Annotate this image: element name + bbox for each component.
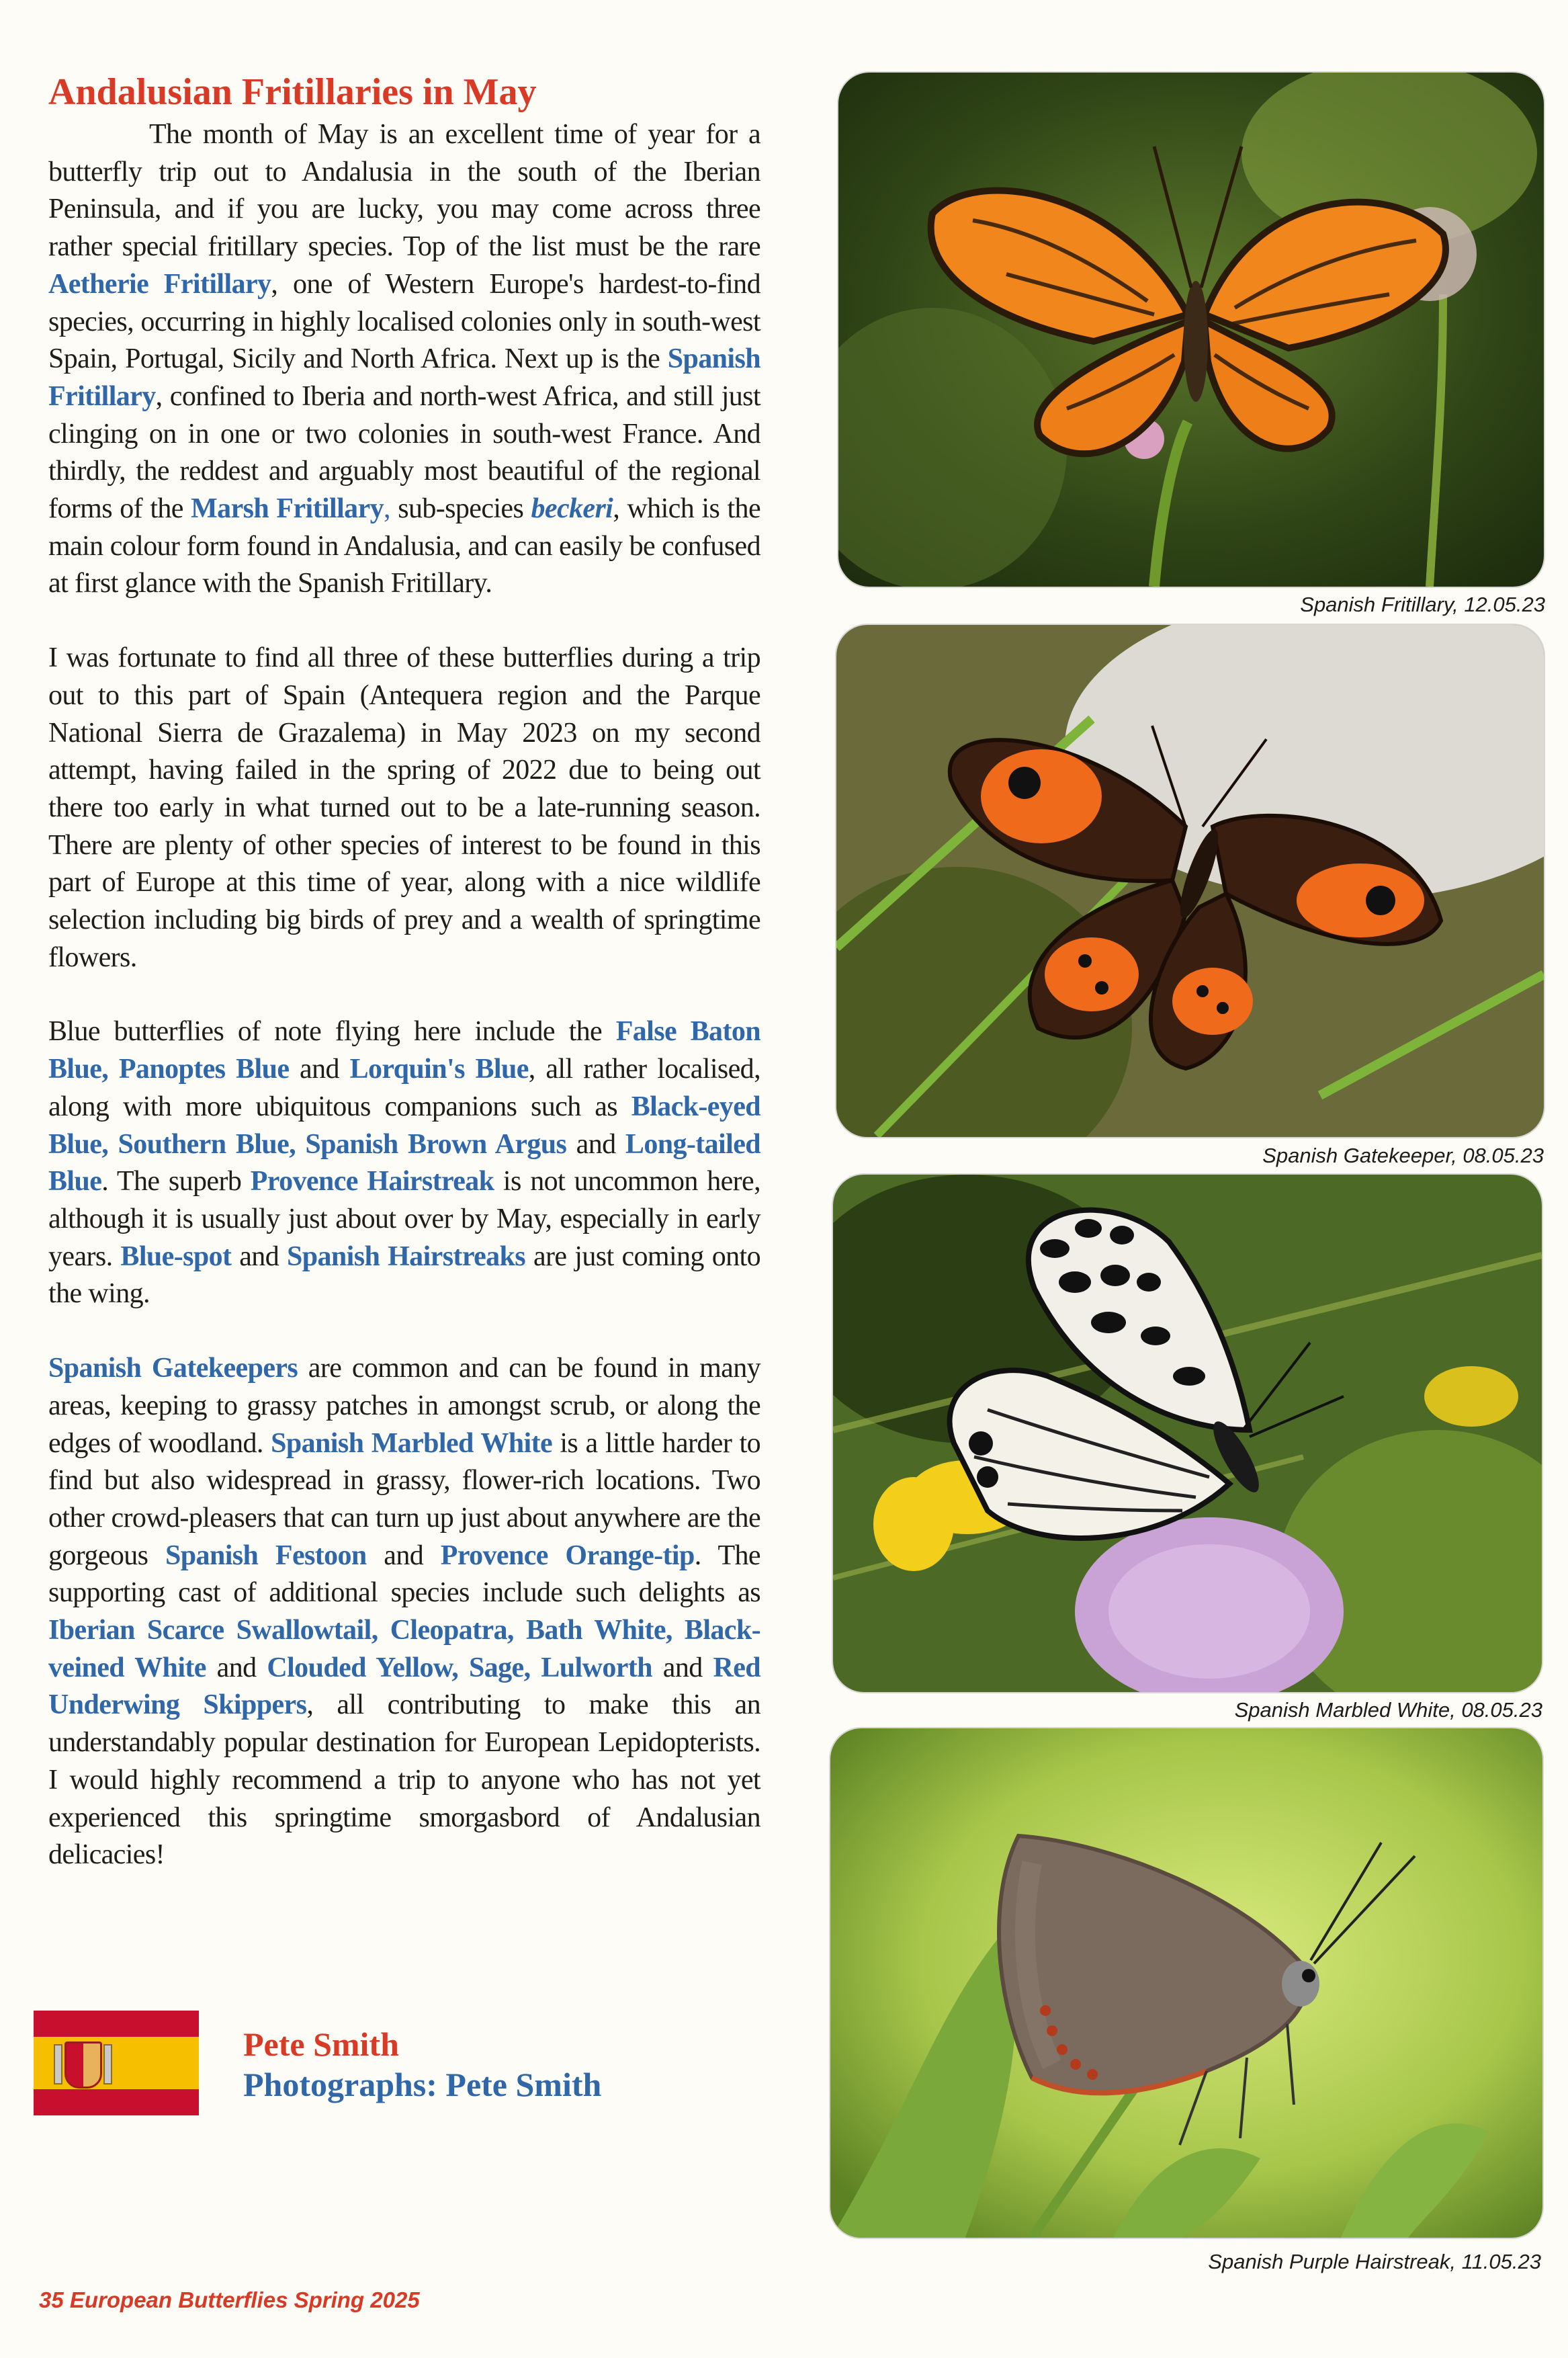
text-run: and <box>231 1240 287 1272</box>
paragraph-2 <box>48 640 760 976</box>
author-name: Pete Smith <box>243 2025 399 2063</box>
species-name: Provence Hairstreak <box>250 1166 494 1197</box>
text-run: are common and can be found in many areas, keeping to grassy patches in amongst scrub, or along the edges of woodland. <box>48 1353 760 1459</box>
species-name: Marsh Fritillary <box>191 493 384 525</box>
text-run: , confined to Iberia and north-west Africa, and still just clinging on in one or two colonies in south-west France. And thirdly, the reddest and arguably most beautiful of the regional forms of the <box>48 380 760 525</box>
photo-credit: Photographs: Pete Smith <box>243 2066 602 2103</box>
species-name: Long-tailed Blue <box>48 1128 760 1197</box>
caption-photo-3: Spanish Marbled White, 08.05.23 <box>1234 1698 1542 1722</box>
paragraph-1 <box>48 116 760 603</box>
photo-spanish-purple-hairstreak <box>830 1728 1542 2238</box>
species-name: Red Underwing Skippers <box>48 1652 760 1721</box>
text-run: are just coming onto the wing. <box>48 1240 760 1310</box>
text-run: , all rather localised, along with more ubiquitous companions such as <box>48 1054 760 1122</box>
species-name: Spanish Marbled White <box>271 1427 553 1459</box>
text-run: . The superb <box>101 1166 251 1197</box>
species-name: Aetherie Fritillary <box>48 268 271 300</box>
butterfly-photo-3 <box>833 1175 1542 1692</box>
article-title: Andalusian Fritillaries in May <box>48 71 537 113</box>
flag-coat-of-arms <box>64 2041 102 2089</box>
text-run: . The supporting cast of additional species include such delights as <box>48 1540 760 1609</box>
text-run: , all contributing to make this an understandably popular destination for European Lepidopterists. I would highly recommend a trip to anyone who has not yet experienced this springtime smorgasbord of Andalusian delicacies! <box>48 1689 760 1871</box>
text-run: The month of May is an excellent time of year for a butterfly trip out to Andalusia in the south of the Iberian Peninsula, and if you are lucky, you may come across three rather special fritillary species. Top of the list must be the rare <box>48 119 760 263</box>
species-name: Iberian Scarce Swallowtail, Cleopatra, Bath White, Black-veined White <box>48 1615 760 1683</box>
species-name: beckeri <box>531 493 613 525</box>
text-run: I was fortunate to find all three of these butterflies during a trip out to this part of Spain (Antequera region and the Parque National Sierra de Grazalema) in May 2023 on my second attempt, having failed in the spring of 2022 due to being out there too early in what turned out to be a late-running season. There are plenty of other species of interest to be found in this part of Europe at this time of year, along with a nice wildlife selection including big birds of prey and a wealth of springtime flowers. <box>48 642 760 973</box>
caption-photo-4: Spanish Purple Hairstreak, 11.05.23 <box>1208 2250 1541 2273</box>
caption-photo-2: Spanish Gatekeeper, 08.05.23 <box>1262 1144 1544 1167</box>
caption-photo-1: Spanish Fritillary, 12.05.23 <box>1300 593 1545 616</box>
text-run: , one of Western Europe's hardest-to-find species, occurring in highly localised colonies only in south-west Spain, Portugal, Sicily and North Africa. Next up is the <box>48 268 760 375</box>
text-run: and <box>206 1652 267 1683</box>
paragraph-3 <box>48 1013 760 1313</box>
flag-pillar-right <box>103 2044 112 2085</box>
species-name: Spanish Fritillary <box>48 343 760 412</box>
species-name: Clouded Yellow, Sage, Lulworth <box>267 1652 652 1683</box>
species-name: Provence Orange-tip <box>440 1540 695 1571</box>
photo-spanish-marbled-white <box>833 1175 1542 1692</box>
author-block <box>243 2024 601 2105</box>
species-name: , <box>384 493 398 525</box>
text-run: and <box>289 1054 350 1085</box>
text-run: and <box>652 1652 713 1683</box>
butterfly-photo-2 <box>836 625 1544 1137</box>
article-column <box>48 71 760 1911</box>
photo-spanish-gatekeeper <box>836 625 1544 1137</box>
paragraph-4 <box>48 1350 760 1874</box>
species-name: Black-eyed Blue, Southern Blue, Spanish Brown Argus <box>48 1091 760 1160</box>
species-name: Panoptes Blue <box>118 1054 290 1085</box>
text-run: Blue butterflies of note flying here include the <box>48 1016 616 1048</box>
species-name: Spanish Festoon <box>165 1540 367 1571</box>
spain-flag-icon <box>34 2011 199 2115</box>
species-name: Spanish Hairstreaks <box>286 1240 526 1272</box>
species-name: , <box>101 1054 119 1085</box>
species-name: False Baton Blue <box>48 1016 760 1085</box>
text-run: is not uncommon here, although it is usually just about over by May, especially in early years. <box>48 1166 760 1272</box>
species-name: Lorquin's Blue <box>349 1054 529 1085</box>
photo-spanish-fritillary <box>838 73 1544 587</box>
species-name: Spanish Gatekeepers <box>48 1353 298 1384</box>
text-run: and <box>366 1540 441 1571</box>
text-run: sub-species <box>398 493 531 525</box>
text-run: , which is the main colour form found in Andalusia, and can easily be confused at first glance with the Spanish Fritillary. <box>48 493 760 599</box>
text-run: and <box>566 1128 625 1160</box>
text-run: is a little harder to find but also widespread in grassy, flower-rich locations. Two other crowd-pleasers that can turn up just about anywhere are the gorgeous <box>48 1427 760 1571</box>
flag-pillar-left <box>54 2044 62 2085</box>
butterfly-photo-4 <box>830 1728 1542 2238</box>
species-name: Blue-spot <box>120 1240 232 1272</box>
page-footer: 35 European Butterflies Spring 2025 <box>39 2287 420 2312</box>
butterfly-photo-1 <box>838 73 1544 587</box>
